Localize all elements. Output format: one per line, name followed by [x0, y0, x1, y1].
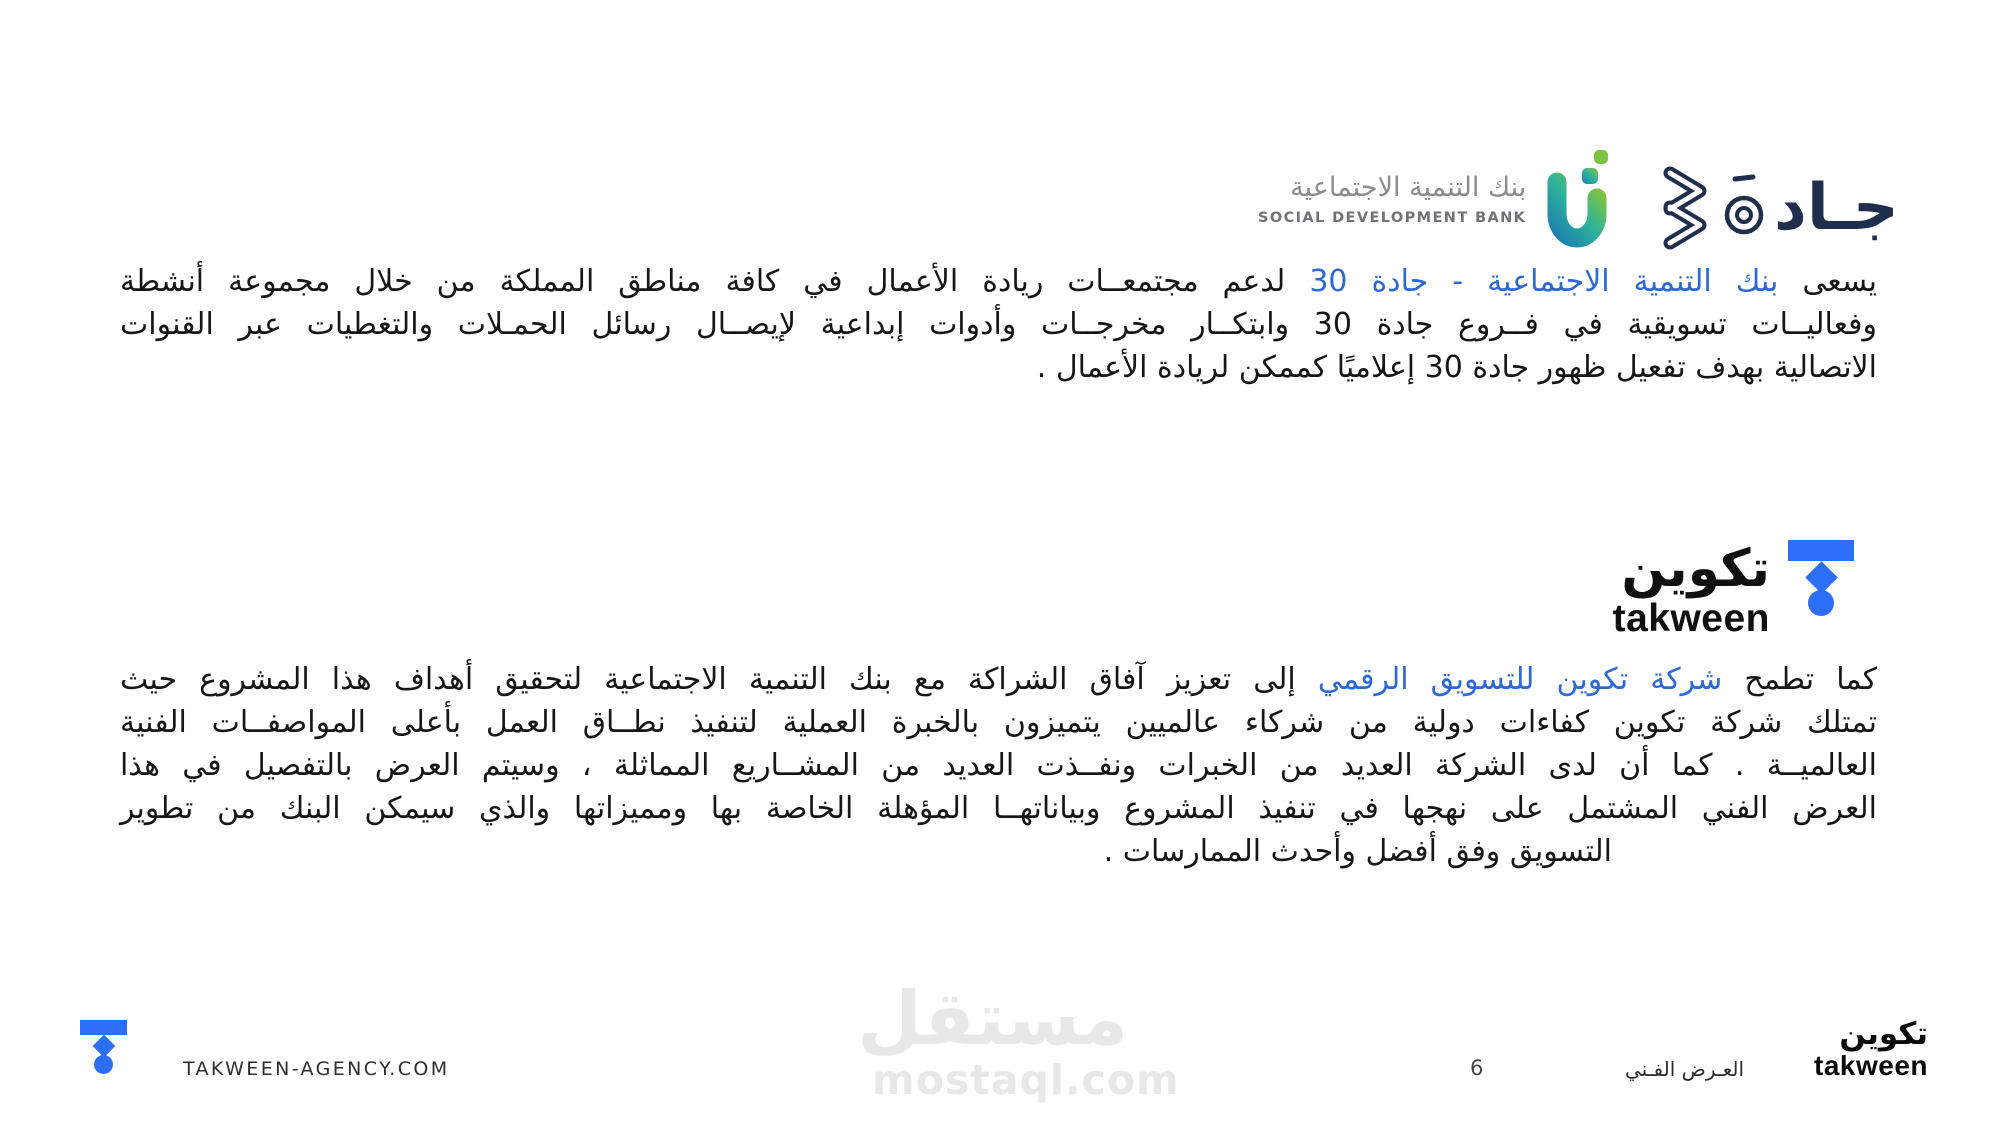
section-title: العـرض الفـني	[1624, 1057, 1745, 1081]
sdb-arabic-name: بنك التنمية الاجتماعية	[1290, 171, 1527, 203]
jada30-ring-icon	[1722, 163, 1768, 253]
paragraph-line	[120, 260, 1877, 303]
highlight-takween-company: شركة تكوين للتسويق الرقمي	[1317, 662, 1723, 697]
sdb-logo	[1258, 146, 1612, 252]
body-text: كما تطمح	[1722, 662, 1877, 697]
paragraph-line: الاتصالية بهدف تفعيل ظهور جادة 30 إعلاميًا كممكن لريادة الأعمال .	[1036, 350, 1877, 385]
intro-text: لدعم مجتمعــات ريادة الأعمال في كافة مناطق المملكة من خلال مجموعة أنشطة	[120, 264, 1310, 299]
paragraph-line	[120, 658, 1877, 701]
intro-paragraph	[120, 260, 1877, 389]
paragraph-line: تمتلك شركة تكوين كفاءات دولية من شركاء عالميين يتميزون بالخبرة العملية لتنفيذ نطــاق العمل بأعلى المواصفــات الفنية	[120, 705, 1877, 740]
paragraph-line: العالميــة . كما أن لدى الشركة العديد من الخبرات ونفــذت العديد من المشــاريع المماثلة ، وسيتم العرض بالتفصيل في هذا	[120, 748, 1877, 783]
takween-logo	[1596, 540, 1854, 640]
footer-takween-logo	[1800, 1018, 1928, 1081]
takween-arabic: تكوين	[1839, 1016, 1928, 1052]
takween-latin: takween	[1612, 597, 1770, 640]
takween-bar-shape	[1788, 540, 1854, 561]
watermark-arabic: مستقل	[857, 976, 1128, 1062]
footer-takween-icon	[80, 1020, 127, 1074]
jada30-chevrons-icon	[1660, 163, 1716, 253]
watermark	[857, 976, 1180, 1104]
watermark-latin: mostaql.com	[872, 1056, 1180, 1104]
jada30-wordmark: جـاد	[1774, 171, 1899, 245]
intro-text: يسعى	[1778, 264, 1877, 299]
takween-circle-shape	[94, 1055, 113, 1074]
sdb-mark-icon	[1542, 146, 1612, 252]
paragraph-line: العرض الفني المشتمل على نهجها في تنفيذ المشروع وبياناتهــا المؤهلة الخاصة بها ومميزاتها والذي سيمكن البنك من تطوير	[120, 791, 1877, 826]
website-url: TAKWEEN-AGENCY.COM	[183, 1058, 450, 1080]
paragraph-line: وفعاليــات تسويقية في فــروع جادة 30 وابتكــار مخرجــات وأدوات إبداعية لإيصــال رسائل الحمـلات والتغطيات عبر القنوات	[120, 307, 1877, 342]
page-number: 6	[1470, 1056, 1484, 1080]
takween-arabic: تكوين	[1621, 539, 1770, 599]
jada30-logo	[1660, 160, 1899, 256]
takween-diamond-shape	[92, 1035, 115, 1058]
takween-bar-shape	[80, 1020, 127, 1035]
paragraph-line: التسويق وفق أفضل وأحدث الممارسات .	[1103, 834, 1612, 869]
body-text: إلى تعزيز آفاق الشراكة مع بنك التنمية الاجتماعية لتحقيق أهداف هذا المشروع حيث	[120, 662, 1318, 697]
takween-latin: takween	[1814, 1050, 1928, 1081]
body-paragraph	[120, 658, 1877, 873]
takween-diamond-shape	[1805, 561, 1838, 594]
sdb-english-name: SOCIAL DEVELOPMENT BANK	[1258, 209, 1527, 226]
takween-mark-icon	[1788, 540, 1854, 616]
highlight-bank-jada: بنك التنمية الاجتماعية - جادة 30	[1309, 264, 1779, 299]
